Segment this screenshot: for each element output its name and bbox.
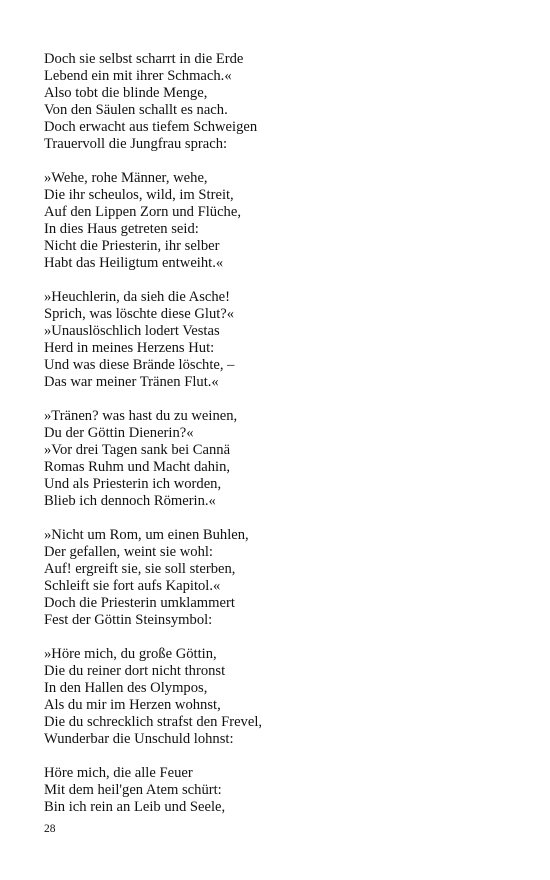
poem-line: »Wehe, rohe Männer, wehe, [44, 170, 208, 186]
poem-line: Und als Priesterin ich worden, [44, 476, 222, 492]
poem-line: Nicht die Priesterin, ihr selber [44, 238, 220, 254]
poem-line: Doch sie selbst scharrt in die Erde [44, 51, 244, 67]
poem-line: Du der Göttin Dienerin?« [44, 425, 194, 441]
stanza [44, 527, 524, 629]
poem-line: Fest der Göttin Steinsymbol: [44, 612, 213, 628]
poem-line: »Heuchlerin, da sieh die Asche! [44, 289, 231, 305]
poem-line: Blieb ich dennoch Römerin.« [44, 493, 216, 509]
poem-line: Bin ich rein an Leib und Seele, [44, 799, 226, 815]
poem-line: Von den Säulen schallt es nach. [44, 102, 228, 118]
poem-line: Höre mich, die alle Feuer [44, 765, 193, 781]
poem-line: Wunderbar die Unschuld lohnst: [44, 731, 234, 747]
poem-line: Die du schrecklich strafst den Frevel, [44, 714, 263, 730]
stanza [44, 765, 524, 816]
stanza [44, 51, 524, 153]
stanza [44, 646, 524, 748]
poem-line: Lebend ein mit ihrer Schmach.« [44, 68, 232, 84]
poem-line: Doch die Priesterin umklammert [44, 595, 235, 611]
poem-line: Mit dem heil'gen Atem schürt: [44, 782, 222, 798]
poem-line: Das war meiner Tränen Flut.« [44, 374, 219, 390]
poem-line: »Unauslöschlich lodert Vestas [44, 323, 220, 339]
poem-line: Doch erwacht aus tiefem Schweigen [44, 119, 258, 135]
poem-line: Auf! ergreift sie, sie soll sterben, [44, 561, 236, 577]
poem-line: Also tobt die blinde Menge, [44, 85, 208, 101]
poem-line: Schleift sie fort aufs Kapitol.« [44, 578, 221, 594]
poem-line: Sprich, was löschte diese Glut?« [44, 306, 235, 322]
page-number: 28 [44, 823, 56, 835]
poem-line: Auf den Lippen Zorn und Flüche, [44, 204, 241, 220]
poem-line: »Höre mich, du große Göttin, [44, 646, 217, 662]
poem-line: Die ihr scheulos, wild, im Streit, [44, 187, 234, 203]
poem-line: Der gefallen, weint sie wohl: [44, 544, 213, 560]
poem-line: Herd in meines Herzens Hut: [44, 340, 215, 356]
poem-line: »Nicht um Rom, um einen Buhlen, [44, 527, 249, 543]
poem-line: »Vor drei Tagen sank bei Cannä [44, 442, 231, 458]
poem-line: Romas Ruhm und Macht dahin, [44, 459, 231, 475]
poem-line: Habt das Heiligtum entweiht.« [44, 255, 224, 271]
poem-text [44, 51, 524, 833]
poem-line: Trauervoll die Jungfrau sprach: [44, 136, 228, 152]
poem-line: Als du mir im Herzen wohnst, [44, 697, 221, 713]
poem-line: In dies Haus getreten seid: [44, 221, 199, 237]
stanza [44, 289, 524, 391]
stanza [44, 170, 524, 272]
stanza [44, 408, 524, 510]
poem-line: Die du reiner dort nicht thronst [44, 663, 226, 679]
poem-line: In den Hallen des Olympos, [44, 680, 208, 696]
poem-line: »Tränen? was hast du zu weinen, [44, 408, 238, 424]
poem-line: Und was diese Brände löschte, – [44, 357, 235, 373]
